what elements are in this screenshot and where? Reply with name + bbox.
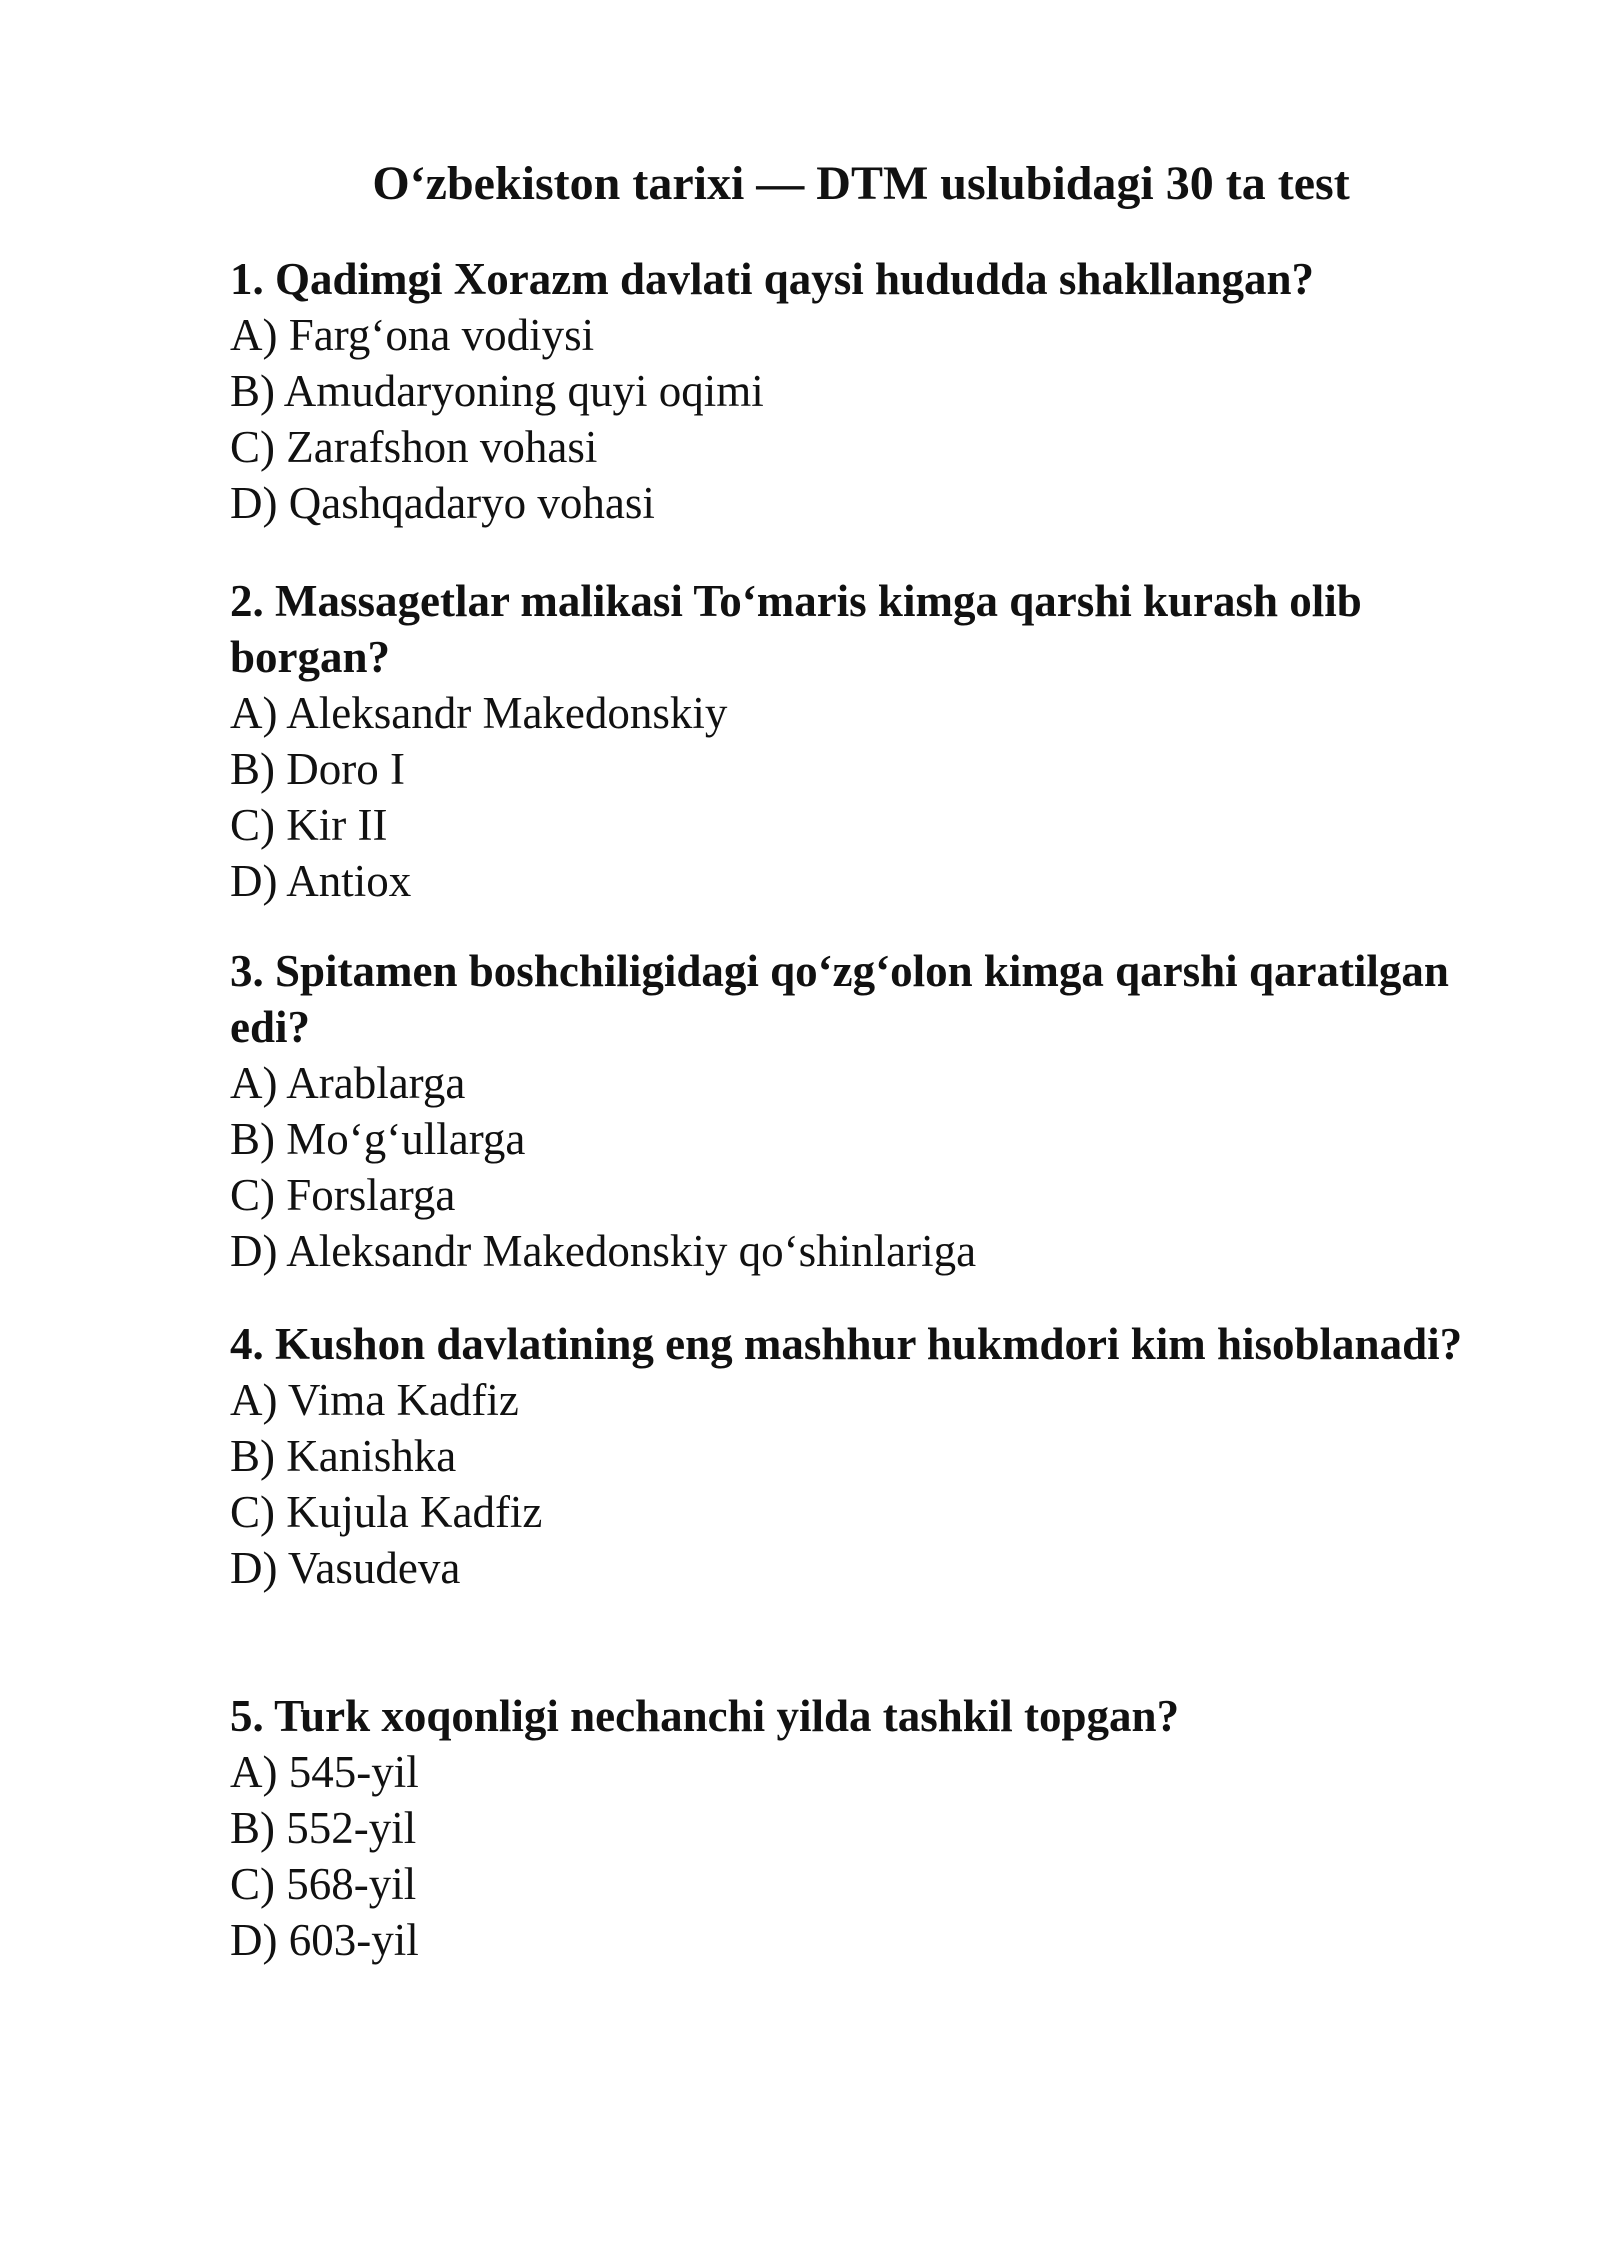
option-d: D) Aleksandr Makedonskiy qo‘shinlariga — [230, 1226, 977, 1276]
option-b: B) 552-yil — [230, 1803, 417, 1853]
question-text: 1. Qadimgi Xorazm davlati qaysi hududda shakllangan? — [230, 254, 1315, 304]
option-b: B) Amudaryoning quyi oqimi — [230, 366, 764, 416]
option-a: A) Farg‘ona vodiysi — [230, 310, 595, 360]
option-d: D) Antiox — [230, 856, 412, 906]
option-c: C) Forslarga — [230, 1170, 456, 1220]
option-a: A) Arablarga — [230, 1058, 466, 1108]
option-d: D) 603-yil — [230, 1915, 419, 1965]
document-title: O‘zbekiston tarixi — DTM uslubidagi 30 ta test — [372, 157, 1350, 210]
answer-options — [230, 1055, 1480, 1279]
question-text: 2. Massagetlar malikasi To‘maris kimga qarshi kurash olib borgan? — [230, 576, 1362, 682]
option-a: A) Aleksandr Makedonskiy — [230, 688, 728, 738]
question-text: 3. Spitamen boshchiligidagi qo‘zg‘olon kimga qarshi qaratilgan edi? — [230, 946, 1449, 1052]
question-1 — [230, 251, 1480, 531]
option-c: C) 568-yil — [230, 1859, 417, 1909]
question-4 — [230, 1316, 1480, 1596]
option-c: C) Kujula Kadfiz — [230, 1487, 543, 1537]
answer-options — [230, 1372, 1480, 1596]
option-b: B) Mo‘g‘ullarga — [230, 1114, 526, 1164]
option-c: C) Zarafshon vohasi — [230, 422, 598, 472]
option-a: A) Vima Kadfiz — [230, 1375, 519, 1425]
answer-options — [230, 685, 1480, 909]
option-b: B) Kanishka — [230, 1431, 457, 1481]
question-text: 4. Kushon davlatining eng mashhur hukmdori kim hisoblanadi? — [230, 1319, 1463, 1369]
question-text: 5. Turk xoqonligi nechanchi yilda tashkil topgan? — [230, 1691, 1180, 1741]
option-a: A) 545-yil — [230, 1747, 419, 1797]
option-d: D) Qashqadaryo vohasi — [230, 478, 655, 528]
question-3 — [230, 943, 1480, 1279]
answer-options — [230, 307, 1480, 531]
option-b: B) Doro I — [230, 744, 405, 794]
option-c: C) Kir II — [230, 800, 388, 850]
question-5 — [230, 1688, 1480, 1968]
question-2 — [230, 573, 1480, 909]
option-d: D) Vasudeva — [230, 1543, 461, 1593]
answer-options — [230, 1744, 1480, 1968]
